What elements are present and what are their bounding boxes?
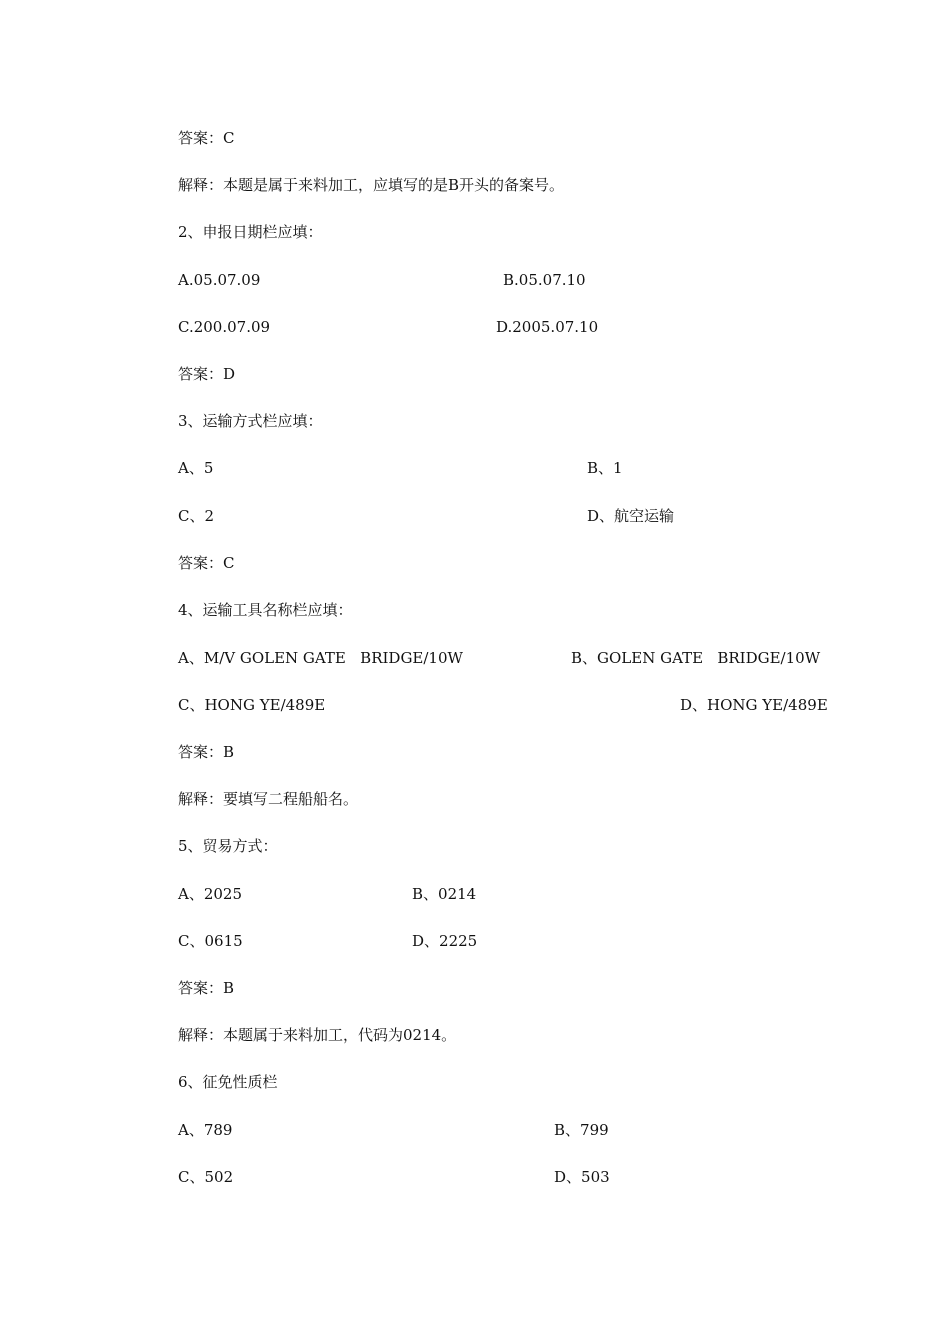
- q2-question: 2、申报日期栏应填：: [178, 223, 323, 241]
- q4-option-d: D、HONG YE/489E: [680, 696, 828, 714]
- q4-answer: 答案：B: [178, 743, 235, 761]
- q3-option-d: D、航空运输: [587, 507, 675, 525]
- q3-option-c: C、2: [178, 507, 215, 525]
- q2-answer: 答案：D: [178, 365, 236, 383]
- q6-option-a: A、789: [178, 1121, 233, 1139]
- q3-question: 3、运输方式栏应填：: [178, 412, 323, 430]
- q1-answer: 答案：C: [178, 129, 235, 147]
- q5-question: 5、贸易方式：: [178, 837, 278, 855]
- q5-option-c: C、0615: [178, 932, 243, 950]
- q3-option-a: A、5: [178, 459, 214, 477]
- q5-option-b: B、0214: [412, 885, 477, 903]
- q1-explanation: 解释：本题是属于来料加工，应填写的是B开头的备案号。: [178, 176, 565, 194]
- q4-question: 4、运输工具名称栏应填：: [178, 601, 353, 619]
- q4-option-c: C、HONG YE/489E: [178, 696, 326, 714]
- q5-option-a: A、2025: [178, 885, 243, 903]
- q6-option-b: B、799: [554, 1121, 609, 1139]
- q2-option-a: A.05.07.09: [178, 271, 261, 289]
- q6-option-c: C、502: [178, 1168, 234, 1186]
- q3-answer: 答案：C: [178, 554, 235, 572]
- q3-option-b: B、1: [587, 459, 623, 477]
- q5-option-d: D、2225: [412, 932, 478, 950]
- q2-option-c: C.200.07.09: [178, 318, 271, 336]
- q2-option-d: D.2005.07.10: [496, 318, 599, 336]
- q5-answer: 答案：B: [178, 979, 235, 997]
- q4-option-b: B、GOLEN GATE BRIDGE/10W: [571, 649, 821, 667]
- q2-option-b: B.05.07.10: [503, 271, 586, 289]
- q4-explanation: 解释：要填写二程船船名。: [178, 790, 359, 808]
- q6-question: 6、征免性质栏: [178, 1073, 278, 1091]
- q4-option-a: A、M/V GOLEN GATE BRIDGE/10W: [178, 649, 463, 667]
- q5-explanation: 解释：本题属于来料加工，代码为0214。: [178, 1026, 457, 1044]
- q6-option-d: D、503: [554, 1168, 610, 1186]
